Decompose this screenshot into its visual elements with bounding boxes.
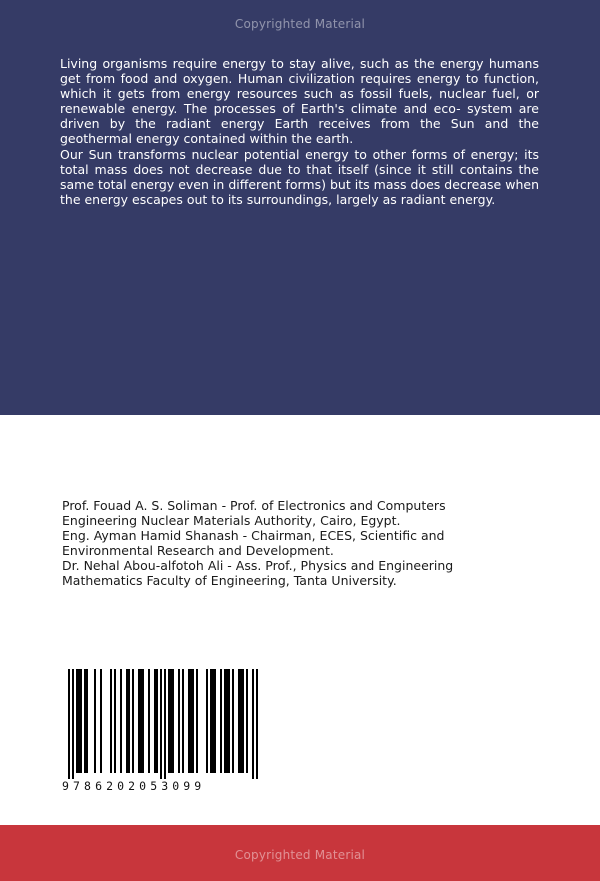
barcode-bar bbox=[220, 669, 222, 773]
barcode-bar bbox=[206, 669, 208, 773]
blurb-paragraph: Living organisms require energy to stay alive, such as the energy humans get from food and oxygen. Human civilization requires energy to function, which it gets from energy resources such as fossil fuels, nuclear fuel, or renewable energy. The processes of Earth's climate and eco- system are driven by the radiant energy Earth receives from the Sun and the geothermal energy contained within the earth. bbox=[60, 56, 539, 147]
barcode-bar bbox=[170, 669, 172, 773]
barcode-bar bbox=[94, 669, 96, 773]
barcode-bar bbox=[188, 669, 190, 773]
barcode-bar bbox=[256, 669, 258, 779]
barcode-bar bbox=[242, 669, 244, 773]
barcode-bar bbox=[178, 669, 180, 773]
barcode-bar bbox=[246, 669, 248, 773]
blurb-paragraph: Our Sun transforms nuclear potential energy to other forms of energy; its total mass does not decrease due to that itself (since it still contains the same total energy even in different forms) but its mass does decrease when the energy escapes out to its surroundings, largely as radiant energy. bbox=[60, 146, 539, 207]
watermark-top: Copyrighted Material bbox=[234, 17, 366, 31]
barcode-bar bbox=[126, 669, 128, 773]
barcode-bar bbox=[140, 669, 142, 773]
barcode-bar bbox=[160, 669, 162, 779]
author-line: Prof. Fouad A. S. Soliman - Prof. of Electronics and Computers bbox=[62, 498, 446, 513]
barcode-bar bbox=[132, 669, 134, 773]
barcode-bar bbox=[232, 669, 234, 773]
barcode-bar bbox=[100, 669, 102, 773]
barcode-bar bbox=[76, 669, 78, 773]
barcode-bar bbox=[210, 669, 212, 773]
barcode-bar bbox=[192, 669, 194, 773]
author-line: Eng. Ayman Hamid Shanash - Chairman, ECES, Scientific and bbox=[62, 527, 445, 543]
watermark-bottom: Copyrighted Material bbox=[234, 848, 366, 862]
barcode-bar bbox=[114, 669, 116, 773]
author-line: Dr. Nehal Abou-alfotoh Ali - Ass. Prof., Physics and Engineering bbox=[62, 557, 454, 573]
barcode-bar bbox=[182, 669, 184, 773]
barcode-bar bbox=[240, 669, 242, 773]
barcode-bar bbox=[138, 669, 140, 773]
barcode-bar bbox=[212, 669, 214, 773]
back-cover-blurb bbox=[60, 56, 539, 207]
barcode-bar bbox=[148, 669, 150, 773]
barcode-bars bbox=[60, 669, 265, 779]
barcode-bar bbox=[128, 669, 130, 773]
author-line: Engineering Nuclear Materials Authority, Cairo, Egypt. bbox=[62, 512, 401, 528]
barcode-bar bbox=[228, 669, 230, 773]
barcode-bar bbox=[84, 669, 86, 773]
barcode-bar bbox=[154, 669, 156, 773]
barcode-bar bbox=[164, 669, 166, 779]
barcode-bar bbox=[142, 669, 144, 773]
barcode-bar bbox=[172, 669, 174, 773]
author-credits bbox=[62, 499, 482, 588]
barcode-bar bbox=[190, 669, 192, 773]
author-line: Environmental Research and Development. bbox=[62, 542, 334, 558]
author-line: Mathematics Faculty of Engineering, Tanta University. bbox=[62, 572, 397, 588]
barcode-bar bbox=[80, 669, 82, 773]
barcode-bar bbox=[78, 669, 80, 773]
barcode-bar bbox=[238, 669, 240, 773]
barcode-bar bbox=[120, 669, 122, 773]
barcode-bar bbox=[72, 669, 74, 779]
barcode-bar bbox=[196, 669, 198, 773]
barcode-bar bbox=[226, 669, 228, 773]
barcode-bar bbox=[168, 669, 170, 773]
barcode-bar bbox=[252, 669, 254, 779]
barcode-bar bbox=[86, 669, 88, 773]
isbn-digits: 9786202053099 bbox=[62, 779, 206, 793]
barcode-bar bbox=[156, 669, 158, 773]
barcode-bar bbox=[214, 669, 216, 773]
isbn-barcode bbox=[60, 669, 265, 796]
barcode-bar bbox=[68, 669, 70, 779]
barcode-bar bbox=[110, 669, 112, 773]
barcode-bar bbox=[224, 669, 226, 773]
